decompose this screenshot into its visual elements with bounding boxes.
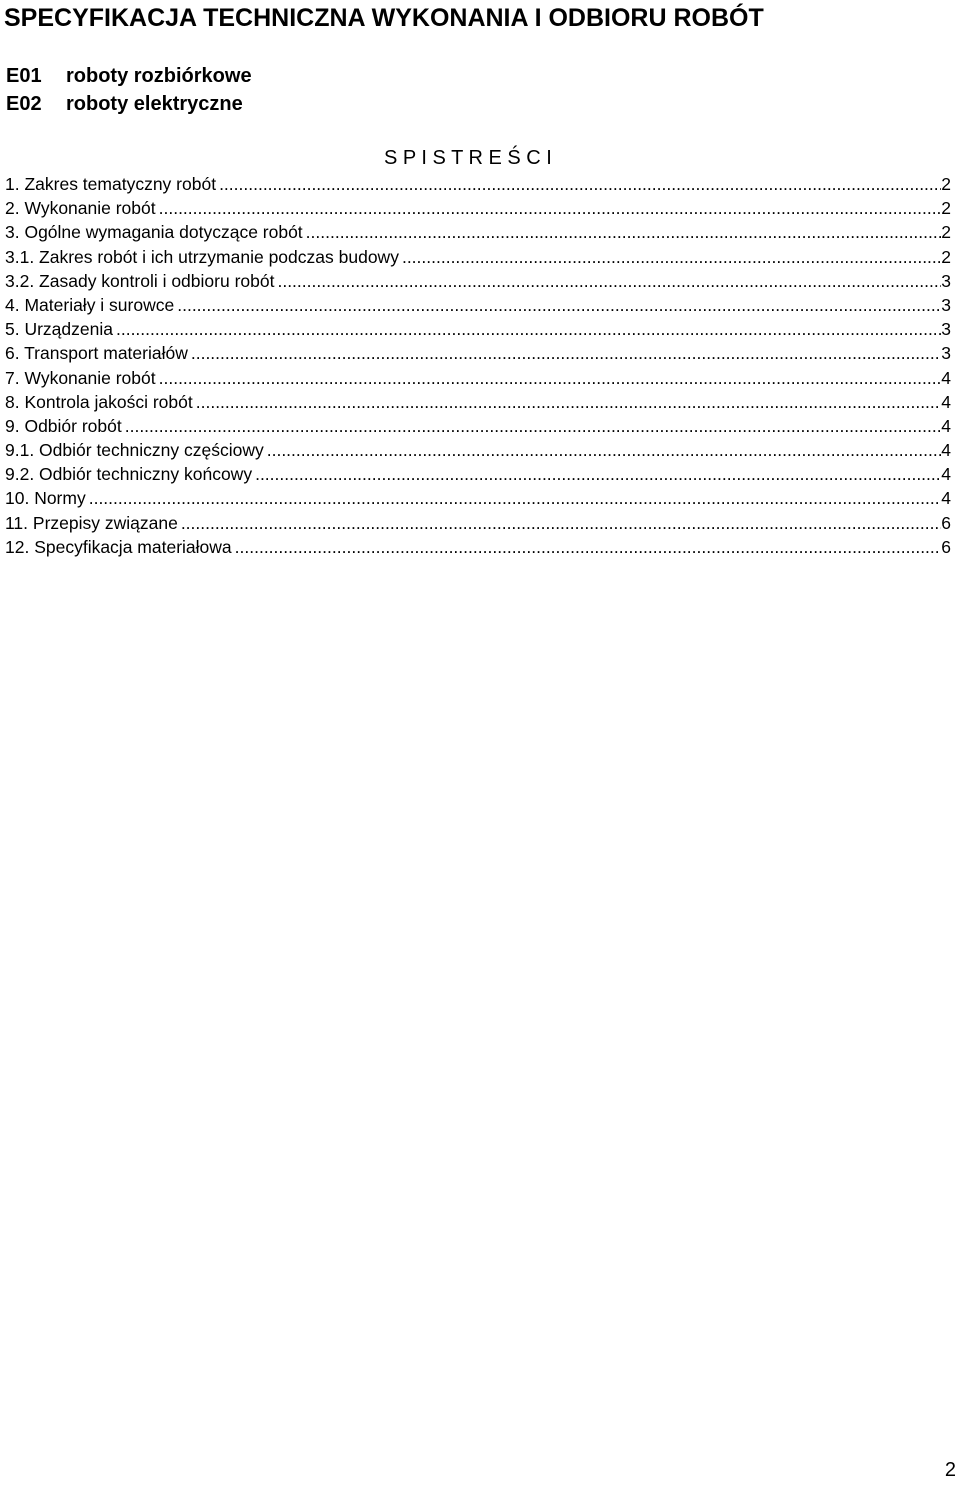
toc-heading: S P I S T R E Ś C I [384, 147, 552, 169]
toc-entry-page: 4 [941, 415, 951, 436]
toc-entry-page: 4 [941, 440, 951, 461]
toc-leader-dots [125, 414, 942, 438]
toc-entry-title: 5. Urządzenia [5, 319, 113, 340]
toc-leader-dots [306, 220, 942, 244]
toc-entry[interactable] [5, 220, 951, 244]
toc-entry-page: 4 [941, 464, 951, 485]
toc-entry-page: 3 [941, 294, 951, 315]
toc-leader-dots [159, 366, 942, 390]
toc-leader-dots [89, 486, 942, 510]
toc-entry-title: 10. Normy [5, 488, 86, 509]
toc-leader-dots [177, 293, 941, 317]
toc-leader-dots [402, 245, 941, 269]
toc-entry-title: 7. Wykonanie robót [5, 367, 156, 388]
toc-leader-dots [235, 535, 942, 559]
toc-entry[interactable] [5, 245, 951, 269]
toc-entry-page: 2 [941, 246, 951, 267]
toc-entry-title: 4. Materiały i surowce [5, 294, 175, 315]
toc-entry-title: 9. Odbiór robót [5, 415, 122, 436]
scope-item [6, 62, 252, 90]
toc-entry[interactable] [5, 535, 951, 559]
toc-leader-dots [219, 172, 941, 196]
toc-entry-page: 3 [941, 343, 951, 364]
toc-entry-title: 11. Przepisy związane [5, 512, 178, 533]
toc-entry-page: 4 [941, 367, 951, 388]
toc-entry[interactable] [5, 511, 951, 535]
toc-entry-title: 3. Ogólne wymagania dotyczące robót [5, 222, 303, 243]
toc-entry[interactable] [5, 438, 951, 462]
toc-entry[interactable] [5, 414, 951, 438]
toc-entry[interactable] [5, 196, 951, 220]
toc-entry-page: 3 [941, 319, 951, 340]
toc-entry-title: 3.1. Zakres robót i ich utrzymanie podczas budowy [5, 246, 399, 267]
table-of-contents [5, 172, 951, 559]
toc-entry[interactable] [5, 341, 951, 365]
toc-leader-dots [181, 511, 941, 535]
toc-entry-title: 9.2. Odbiór techniczny końcowy [5, 464, 253, 485]
toc-entry[interactable] [5, 172, 951, 196]
toc-entry-title: 6. Transport materiałów [5, 343, 188, 364]
toc-entry-title: 8. Kontrola jakości robót [5, 391, 193, 412]
toc-entry-title: 12. Specyfikacja materiałowa [5, 536, 232, 557]
toc-entry-page: 4 [941, 391, 951, 412]
toc-leader-dots [277, 269, 941, 293]
toc-entry[interactable] [5, 366, 951, 390]
toc-entry-title: 3.2. Zasady kontroli i odbioru robót [5, 270, 275, 291]
toc-entry-title: 9.1. Odbiór techniczny częściowy [5, 440, 264, 461]
toc-entry-page: 2 [941, 198, 951, 219]
toc-leader-dots [159, 196, 942, 220]
toc-entry-page: 4 [941, 488, 951, 509]
toc-entry[interactable] [5, 390, 951, 414]
document-title: SPECYFIKACJA TECHNICZNA WYKONANIA I ODBIORU ROBÓT [4, 4, 764, 32]
toc-leader-dots [255, 462, 941, 486]
toc-entry[interactable] [5, 269, 951, 293]
toc-leader-dots [196, 390, 942, 414]
scope-code: E01 [6, 65, 42, 87]
toc-entry-page: 6 [941, 512, 951, 533]
toc-entry-page: 6 [941, 536, 951, 557]
toc-leader-dots [116, 317, 941, 341]
toc-entry-title: 1. Zakres tematyczny robót [5, 174, 217, 194]
toc-entry[interactable] [5, 462, 951, 486]
scope-item [6, 90, 252, 118]
toc-leader-dots [191, 341, 941, 365]
toc-entry[interactable] [5, 486, 951, 510]
toc-entry-page: 2 [941, 174, 951, 194]
toc-entry-page: 2 [941, 222, 951, 243]
page-number: 2 [944, 1459, 956, 1481]
toc-entry-title: 2. Wykonanie robót [5, 198, 156, 219]
scope-label: roboty elektryczne [66, 93, 243, 115]
toc-leader-dots [267, 438, 942, 462]
scope-code: E02 [6, 93, 42, 115]
toc-entry[interactable] [5, 293, 951, 317]
scope-list [6, 62, 252, 118]
scope-label: roboty rozbiórkowe [66, 65, 252, 87]
toc-entry-page: 3 [941, 270, 951, 291]
toc-entry[interactable] [5, 317, 951, 341]
